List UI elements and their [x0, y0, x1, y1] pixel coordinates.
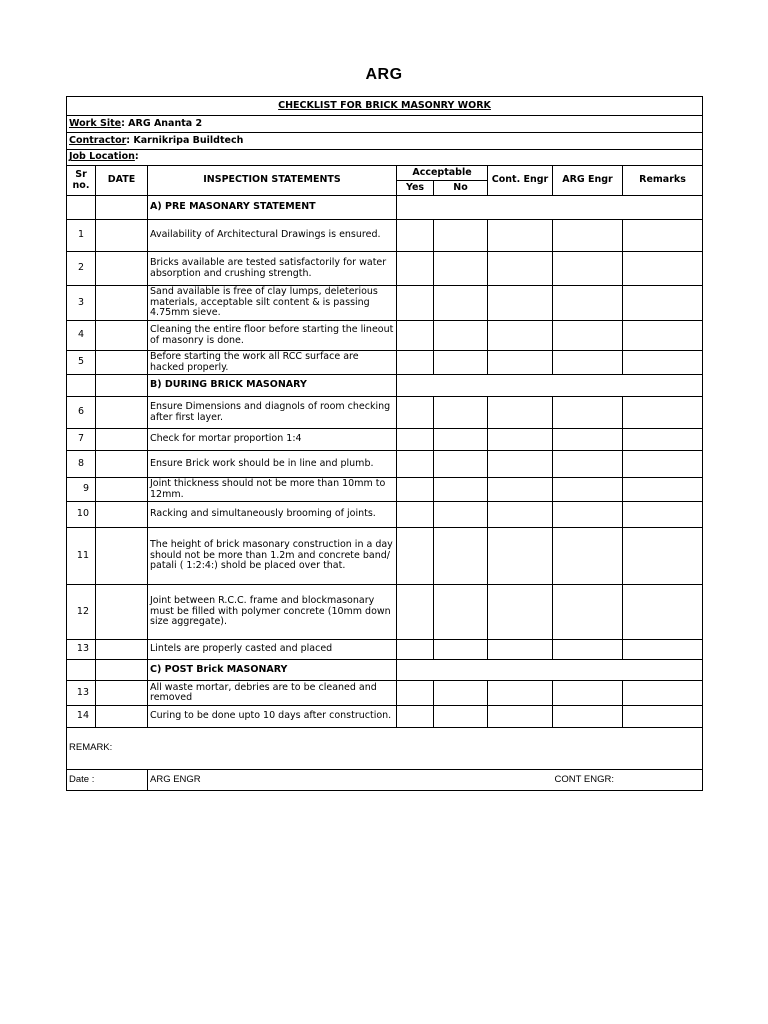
no-cell[interactable]	[434, 429, 488, 451]
inspection-statement: Before starting the work all RCC surface are hacked properly.	[148, 351, 397, 375]
no-cell[interactable]	[434, 585, 488, 640]
date-cell	[96, 286, 148, 321]
remarks-cell[interactable]	[623, 397, 703, 429]
yes-cell[interactable]	[397, 706, 434, 728]
arg-engr-cell[interactable]	[553, 429, 623, 451]
remarks-cell[interactable]	[623, 640, 703, 660]
cont-engr-cell[interactable]	[488, 640, 553, 660]
inspection-statement: The height of brick masonary construction in a day should not be more than 1.2m and concrete band/ patali ( 1:2:4:) shold be placed over that.	[148, 528, 397, 585]
section-heading: A) PRE MASONARY STATEMENT	[148, 196, 397, 220]
no-cell[interactable]	[434, 681, 488, 706]
arg-engr-cell[interactable]	[553, 252, 623, 286]
section-heading: B) DURING BRICK MASONARY	[148, 375, 397, 397]
cont-engr-cell[interactable]	[488, 286, 553, 321]
sr-number: 3	[67, 286, 96, 321]
arg-engr-cell[interactable]	[553, 502, 623, 528]
remarks-cell[interactable]	[623, 706, 703, 728]
cont-engr-label: CONT ENGR:	[554, 773, 614, 785]
remarks-cell[interactable]	[623, 478, 703, 502]
arg-engr-cell[interactable]	[553, 286, 623, 321]
cont-engr-cell[interactable]	[488, 681, 553, 706]
yes-cell[interactable]	[397, 502, 434, 528]
table-row	[67, 321, 703, 351]
arg-engr-cell[interactable]	[553, 585, 623, 640]
empty-cell	[397, 196, 703, 220]
cont-engr-cell[interactable]	[488, 321, 553, 351]
header-row-1	[67, 166, 703, 181]
date-cell	[96, 321, 148, 351]
arg-engr-cell[interactable]	[553, 640, 623, 660]
remarks-cell[interactable]	[623, 528, 703, 585]
date-cell	[96, 252, 148, 286]
table-row	[67, 220, 703, 252]
cont-engr-cell[interactable]	[488, 451, 553, 478]
yes-cell[interactable]	[397, 478, 434, 502]
header-yes: Yes	[397, 181, 434, 196]
table-row	[67, 585, 703, 640]
date-cell	[96, 706, 148, 728]
table-row	[67, 478, 703, 502]
remarks-cell[interactable]	[623, 220, 703, 252]
inspection-statement: Curing to be done upto 10 days after construction.	[148, 706, 397, 728]
empty-cell	[397, 375, 703, 397]
sr-number: 13	[67, 681, 96, 706]
sr-number: 1	[67, 220, 96, 252]
date-cell	[96, 585, 148, 640]
title-row	[67, 97, 703, 116]
cont-engr-cell[interactable]	[488, 585, 553, 640]
inspection-statement: Lintels are properly casted and placed	[148, 640, 397, 660]
sr-number: 4	[67, 321, 96, 351]
section-heading-row	[67, 660, 703, 681]
table-row	[67, 351, 703, 375]
sr-number: 5	[67, 351, 96, 375]
no-cell[interactable]	[434, 351, 488, 375]
work-site-value: : ARG Ananta 2	[121, 117, 203, 129]
no-cell[interactable]	[434, 451, 488, 478]
arg-engr-cell[interactable]	[553, 351, 623, 375]
table-row	[67, 286, 703, 321]
section-heading-row	[67, 375, 703, 397]
checklist-table	[66, 96, 703, 791]
sr-cell	[67, 660, 96, 681]
cont-engr-cell[interactable]	[488, 478, 553, 502]
job-location-row	[67, 150, 703, 166]
job-location-label: Job Location	[69, 151, 135, 163]
date-cell	[96, 429, 148, 451]
inspection-statement: All waste mortar, debries are to be cleaned and removed	[148, 681, 397, 706]
yes-cell[interactable]	[397, 286, 434, 321]
sr-number: 13	[67, 640, 96, 660]
cont-engr-cell[interactable]	[488, 429, 553, 451]
header-remarks: Remarks	[623, 166, 703, 196]
table-row	[67, 640, 703, 660]
sr-number: 12	[67, 585, 96, 640]
contractor-value: : Karnikripa Buildtech	[126, 134, 244, 146]
work-site-cell	[67, 116, 703, 133]
cont-engr-cell[interactable]	[488, 397, 553, 429]
document-title: ARG	[365, 66, 403, 83]
yes-cell[interactable]	[397, 397, 434, 429]
remarks-cell[interactable]	[623, 286, 703, 321]
inspection-statement: Bricks available are tested satisfactorily for water absorption and crushing strength.	[148, 252, 397, 286]
table-row	[67, 429, 703, 451]
remarks-cell[interactable]	[623, 451, 703, 478]
remark-label: REMARK:	[67, 728, 703, 770]
footer-row	[67, 770, 703, 791]
header-acceptable: Acceptable	[397, 166, 488, 181]
inspection-statement: Joint thickness should not be more than 10mm to 12mm.	[148, 478, 397, 502]
table-row	[67, 528, 703, 585]
inspection-statement: Check for mortar proportion 1:4	[148, 429, 397, 451]
date-cell	[96, 660, 148, 681]
inspection-statement: Sand available is free of clay lumps, deleterious materials, acceptable silt content & is passing 4.75mm sieve.	[148, 286, 397, 321]
inspection-statement: Ensure Dimensions and diagnols of room checking after first layer.	[148, 397, 397, 429]
table-row	[67, 681, 703, 706]
yes-cell[interactable]	[397, 220, 434, 252]
table-row	[67, 451, 703, 478]
no-cell[interactable]	[434, 220, 488, 252]
date-cell	[96, 220, 148, 252]
checklist-title: CHECKLIST FOR BRICK MASONRY WORK	[67, 97, 703, 116]
arg-engr-cell[interactable]	[553, 478, 623, 502]
remarks-cell[interactable]	[623, 585, 703, 640]
date-cell	[96, 478, 148, 502]
inspection-statement: Availability of Architectural Drawings is ensured.	[148, 220, 397, 252]
yes-cell[interactable]	[397, 451, 434, 478]
date-cell	[96, 375, 148, 397]
remark-row	[67, 728, 703, 770]
contractor-label: Contractor	[69, 134, 127, 146]
arg-engr-cell[interactable]	[553, 706, 623, 728]
cont-engr-cell[interactable]	[488, 351, 553, 375]
sr-number: 11	[67, 528, 96, 585]
cont-engr-cell[interactable]	[488, 502, 553, 528]
header-cont-engr: Cont. Engr	[488, 166, 553, 196]
date-cell	[96, 502, 148, 528]
arg-engr-cell[interactable]	[553, 397, 623, 429]
sr-number: 7	[67, 429, 96, 451]
contractor-cell	[67, 133, 703, 150]
remarks-cell[interactable]	[623, 502, 703, 528]
yes-cell[interactable]	[397, 585, 434, 640]
arg-engr-cell[interactable]	[553, 451, 623, 478]
arg-engr-cell[interactable]	[553, 681, 623, 706]
contractor-row	[67, 133, 703, 150]
cont-engr-cell[interactable]	[488, 528, 553, 585]
cont-engr-cell[interactable]	[488, 252, 553, 286]
no-cell[interactable]	[434, 252, 488, 286]
sr-number: 8	[67, 451, 96, 478]
no-cell[interactable]	[434, 321, 488, 351]
header-arg-engr: ARG Engr	[553, 166, 623, 196]
yes-cell[interactable]	[397, 321, 434, 351]
remarks-cell[interactable]	[623, 351, 703, 375]
table-row	[67, 397, 703, 429]
arg-engr-cell[interactable]	[553, 321, 623, 351]
job-location-cell	[67, 150, 703, 166]
header-no: No	[434, 181, 488, 196]
header-date: DATE	[96, 166, 148, 196]
work-site-label: Work Site	[69, 117, 122, 129]
date-cell	[96, 681, 148, 706]
section-heading-row	[67, 196, 703, 220]
sr-number: 2	[67, 252, 96, 286]
sr-number: 9	[67, 478, 96, 502]
footer-signatures	[148, 770, 703, 791]
date-cell	[96, 196, 148, 220]
table-row	[67, 252, 703, 286]
section-heading: C) POST Brick MASONARY	[148, 660, 397, 681]
header-statements: INSPECTION STATEMENTS	[148, 166, 397, 196]
work-site-row	[67, 116, 703, 133]
arg-engr-label: ARG ENGR	[150, 773, 201, 785]
date-cell	[96, 397, 148, 429]
table-row	[67, 706, 703, 728]
arg-engr-cell[interactable]	[553, 528, 623, 585]
cont-engr-cell[interactable]	[488, 706, 553, 728]
remarks-cell[interactable]	[623, 429, 703, 451]
date-cell	[96, 451, 148, 478]
yes-cell[interactable]	[397, 429, 434, 451]
sr-cell	[67, 375, 96, 397]
no-cell[interactable]	[434, 640, 488, 660]
arg-engr-cell[interactable]	[553, 220, 623, 252]
sr-number: 6	[67, 397, 96, 429]
date-cell	[96, 528, 148, 585]
remarks-cell[interactable]	[623, 252, 703, 286]
sr-number: 10	[67, 502, 96, 528]
inspection-statement: Joint between R.C.C. frame and blockmasonary must be filled with polymer concrete (10mm down size aggregate).	[148, 585, 397, 640]
yes-cell[interactable]	[397, 351, 434, 375]
yes-cell[interactable]	[397, 681, 434, 706]
no-cell[interactable]	[434, 397, 488, 429]
sr-cell	[67, 196, 96, 220]
no-cell[interactable]	[434, 286, 488, 321]
no-cell[interactable]	[434, 706, 488, 728]
no-cell[interactable]	[434, 502, 488, 528]
empty-cell	[397, 660, 703, 681]
no-cell[interactable]	[434, 528, 488, 585]
yes-cell[interactable]	[397, 640, 434, 660]
date-cell	[96, 351, 148, 375]
cont-engr-cell[interactable]	[488, 220, 553, 252]
job-location-value: :	[134, 151, 139, 163]
inspection-statement: Cleaning the entire floor before starting the lineout of masonry is done.	[148, 321, 397, 351]
inspection-statement: Ensure Brick work should be in line and plumb.	[148, 451, 397, 478]
footer-date-label: Date :	[67, 770, 148, 791]
yes-cell[interactable]	[397, 252, 434, 286]
sr-number: 14	[67, 706, 96, 728]
header-sr: Sr no.	[67, 166, 96, 196]
remarks-cell[interactable]	[623, 681, 703, 706]
remarks-cell[interactable]	[623, 321, 703, 351]
table-row	[67, 502, 703, 528]
yes-cell[interactable]	[397, 528, 434, 585]
inspection-statement: Racking and simultaneously brooming of joints.	[148, 502, 397, 528]
no-cell[interactable]	[434, 478, 488, 502]
date-cell	[96, 640, 148, 660]
